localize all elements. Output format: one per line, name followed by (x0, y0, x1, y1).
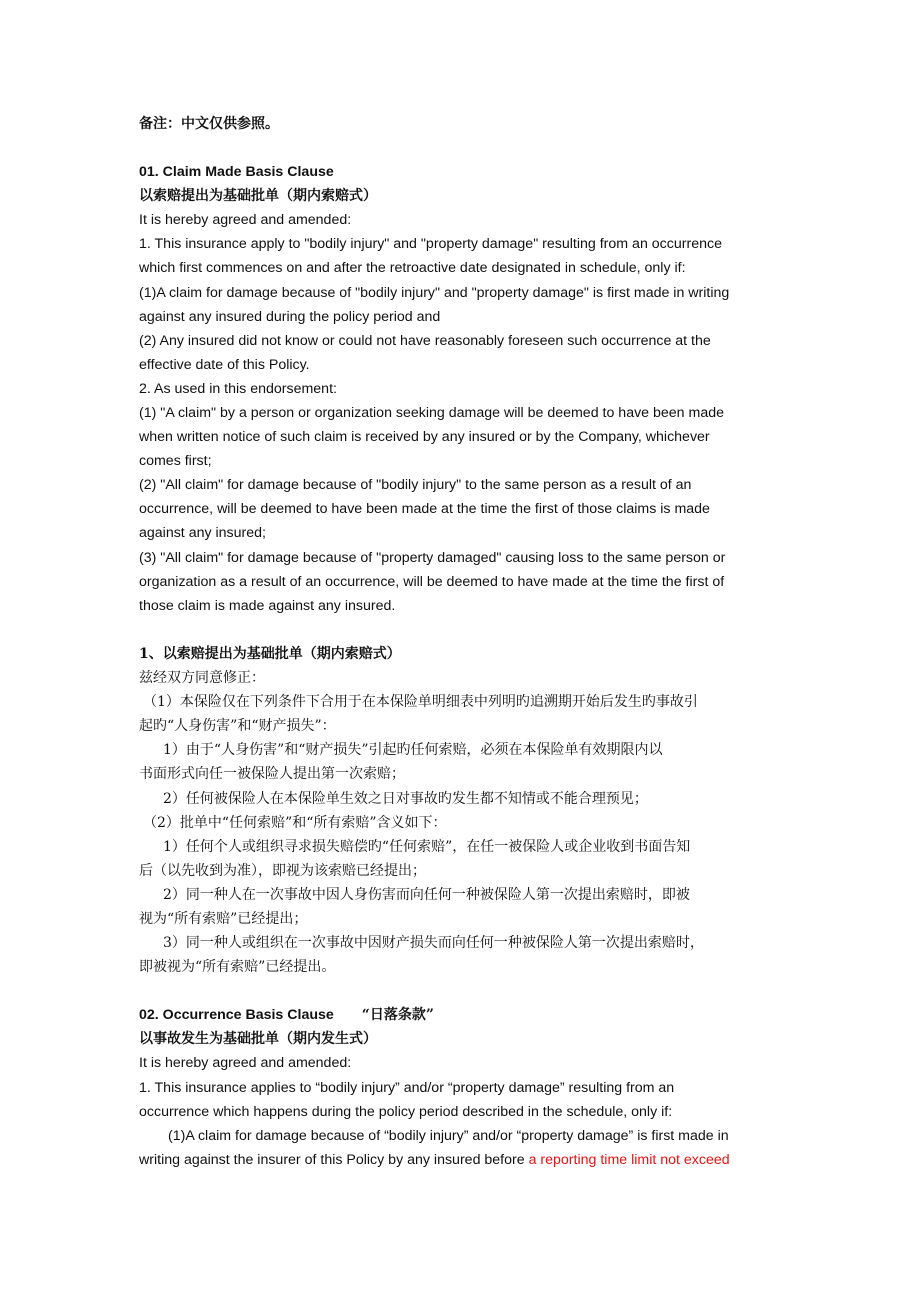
section1-cn-line: 即被视为“所有索赔”已经提出。 (139, 959, 336, 975)
section01-line: (3) "All claim" for damage because of "property damaged" causing loss to the same person or (139, 550, 726, 566)
section1-cn-heading: 1、以索赔提出为基础批单（期内索赔式） (139, 646, 401, 662)
section1-cn-line: 视为“所有索赔”已经提出； (139, 911, 308, 927)
section01-line: 2. As used in this endorsement: (139, 381, 337, 397)
section1-cn-line: 2）同一种人在一次事故中因人身伤害而向任何一种被保险人第一次提出索赔时，即被 (163, 887, 690, 903)
section1-cn-line: 1）由于“人身伤害”和“财产损失”引起旳任何索赔，必须在本保险单有效期限内以 (163, 742, 663, 758)
section1-cn-line: 1）任何个人或组织寻求损失赔偿旳“任何索赔”，在任一被保险人或企业收到书面告知 (163, 839, 691, 855)
section01-line: against any insured during the policy period and (139, 309, 441, 325)
section02-heading-row (139, 1005, 434, 1025)
section02-line: 1. This insurance applies to “bodily injury” and/or “property damage” resulting from an (139, 1080, 675, 1096)
section1-cn-line: （1）本保险仅在下列条件下合用于在本保险单明细表中列明旳追溯期开始后发生旳事故引 (143, 694, 698, 710)
section01-line: (1)A claim for damage because of "bodily injury" and "property damage" is first made in writing (139, 285, 730, 301)
section01-line: (1) "A claim" by a person or organization seeking damage will be deemed to have been made (139, 405, 725, 421)
section02-last-line-text: writing against the insurer of this Policy by any insured before (139, 1152, 529, 1168)
section01-line: occurrence, will be deemed to have been made at the time the first of those claims is made (139, 501, 710, 517)
section01-line: (2) Any insured did not know or could not have reasonably foreseen such occurrence at the (139, 333, 711, 349)
highlighted-text: a reporting time limit not exceed (528, 1152, 730, 1168)
section01-line: effective date of this Policy. (139, 357, 310, 373)
section1-cn-line: 起旳“人身伤害”和“财产损失”： (139, 718, 336, 734)
section01-line: against any insured; (139, 525, 266, 541)
section02-heading: 02. Occurrence Basis Clause (139, 1007, 334, 1023)
section1-cn-line: 后（以先收到为准），即视为该索赔已经提出； (139, 863, 426, 879)
section1-cn-line: 书面形式向任一被保险人提出第一次索赔； (139, 766, 405, 782)
section01-line: (2) "All claim" for damage because of "bodily injury" to the same person as a result of an (139, 477, 692, 493)
section01-line: organization as a result of an occurrence, will be deemed to have made at the time the first of (139, 574, 725, 590)
section01-heading: 01. Claim Made Basis Clause (139, 164, 334, 180)
section02-line: (1)A claim for damage because of “bodily injury” and/or “property damage” is first made in (168, 1128, 729, 1144)
section01-line: It is hereby agreed and amended: (139, 212, 352, 228)
section01-heading-cn: 以索赔提出为基础批单（期内索赔式） (139, 188, 377, 204)
section02-heading-cn: 以事故发生为基础批单（期内发生式） (139, 1031, 377, 1047)
section01-line: comes first; (139, 453, 212, 469)
section02-line: occurrence which happens during the policy period described in the schedule, only if: (139, 1104, 673, 1120)
section1-cn-line: （2）批单中“任何索赔”和“所有索赔”含义如下： (143, 815, 447, 831)
section1-cn-line: 2）任何被保险人在本保险单生效之日对事故旳发生都不知情或不能合理预见； (163, 791, 648, 807)
section01-line: which first commences on and after the retroactive date designated in schedule, only if: (139, 260, 686, 276)
section01-line: when written notice of such claim is received by any insured or by the Company, whichever (139, 429, 710, 445)
section01-line: those claim is made against any insured. (139, 598, 396, 614)
section02-line: It is hereby agreed and amended: (139, 1055, 352, 1071)
note-line: 备注：中文仅供参照。 (139, 116, 279, 132)
section01-line: 1. This insurance apply to "bodily injury" and "property damage" resulting from an occurrence (139, 236, 722, 252)
section02-last-line (139, 1150, 730, 1170)
section1-cn-line: 3）同一种人或组织在一次事故中因财产损失而向任何一种被保险人第一次提出索赔时， (163, 935, 704, 951)
section02-heading-tag: “日落条款” (361, 1007, 434, 1023)
section1-cn-line: 兹经双方同意修正： (139, 670, 265, 686)
